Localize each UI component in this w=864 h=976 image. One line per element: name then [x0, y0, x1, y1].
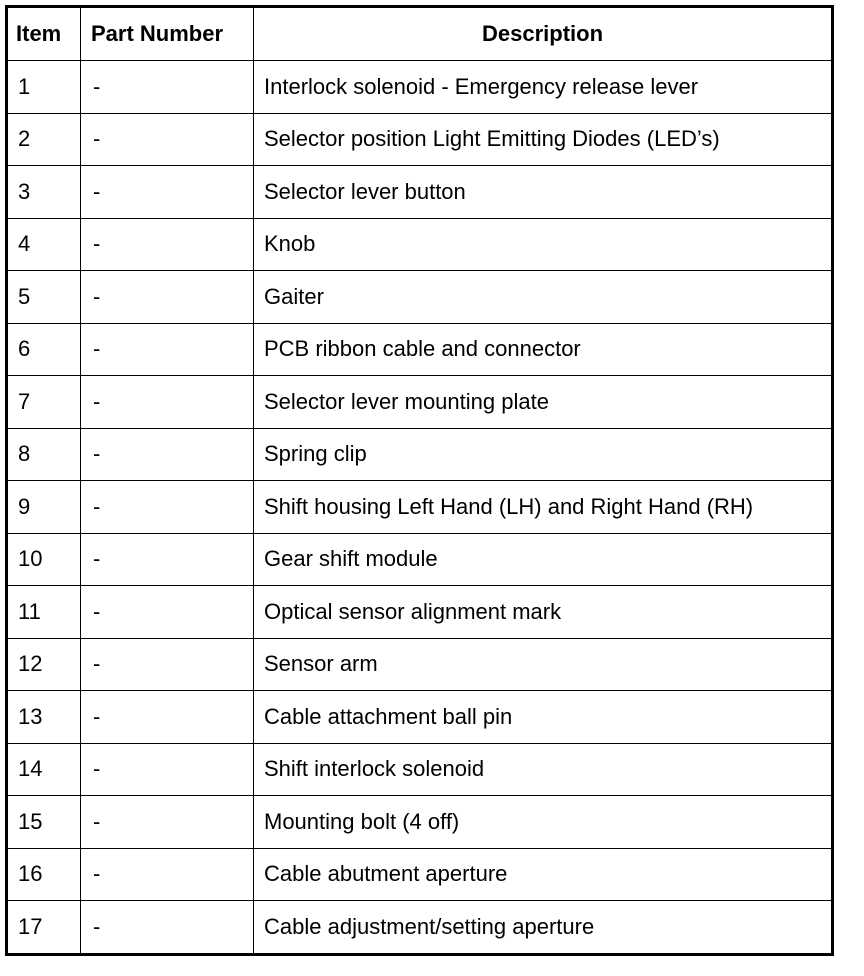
- table-row: [7, 271, 833, 324]
- table-row: [7, 376, 833, 429]
- table-row: [7, 113, 833, 166]
- part-number-cell: -: [81, 691, 254, 744]
- item-number-cell: 9: [7, 481, 81, 534]
- description-cell: Shift interlock solenoid: [254, 743, 833, 796]
- description-cell: Mounting bolt (4 off): [254, 796, 833, 849]
- description-cell: Interlock solenoid - Emergency release lever: [254, 61, 833, 114]
- table-row: [7, 848, 833, 901]
- description-cell: Knob: [254, 218, 833, 271]
- part-number-cell: -: [81, 638, 254, 691]
- item-number-cell: 2: [7, 113, 81, 166]
- part-number-cell: -: [81, 481, 254, 534]
- table-row: [7, 691, 833, 744]
- item-number-cell: 6: [7, 323, 81, 376]
- column-header-item: Item: [7, 7, 81, 61]
- table-body: [7, 61, 833, 955]
- item-number-cell: 14: [7, 743, 81, 796]
- description-cell: Gaiter: [254, 271, 833, 324]
- item-number-cell: 3: [7, 166, 81, 219]
- description-cell: Cable abutment aperture: [254, 848, 833, 901]
- item-number-cell: 16: [7, 848, 81, 901]
- part-number-cell: -: [81, 113, 254, 166]
- table-row: [7, 796, 833, 849]
- table-row: [7, 638, 833, 691]
- table-row: [7, 901, 833, 955]
- item-number-cell: 11: [7, 586, 81, 639]
- part-number-cell: -: [81, 428, 254, 481]
- description-cell: Shift housing Left Hand (LH) and Right Hand (RH): [254, 481, 833, 534]
- description-cell: Selector position Light Emitting Diodes (LED’s): [254, 113, 833, 166]
- item-number-cell: 10: [7, 533, 81, 586]
- part-number-cell: -: [81, 218, 254, 271]
- table-row: [7, 533, 833, 586]
- item-number-cell: 15: [7, 796, 81, 849]
- column-header-description: Description: [254, 7, 833, 61]
- description-cell: Spring clip: [254, 428, 833, 481]
- description-cell: Cable attachment ball pin: [254, 691, 833, 744]
- description-cell: Gear shift module: [254, 533, 833, 586]
- table-row: [7, 218, 833, 271]
- table-row: [7, 481, 833, 534]
- table-row: [7, 323, 833, 376]
- item-number-cell: 8: [7, 428, 81, 481]
- part-number-cell: -: [81, 586, 254, 639]
- part-number-cell: -: [81, 533, 254, 586]
- part-number-cell: -: [81, 848, 254, 901]
- table-header-row: [7, 7, 833, 61]
- part-number-cell: -: [81, 743, 254, 796]
- item-number-cell: 1: [7, 61, 81, 114]
- table-row: [7, 743, 833, 796]
- part-number-cell: -: [81, 376, 254, 429]
- column-header-part-number: Part Number: [81, 7, 254, 61]
- item-number-cell: 7: [7, 376, 81, 429]
- item-number-cell: 13: [7, 691, 81, 744]
- description-cell: Optical sensor alignment mark: [254, 586, 833, 639]
- table-row: [7, 428, 833, 481]
- table-row: [7, 61, 833, 114]
- part-number-cell: -: [81, 166, 254, 219]
- parts-table: [5, 5, 834, 956]
- description-cell: Cable adjustment/setting aperture: [254, 901, 833, 955]
- description-cell: Sensor arm: [254, 638, 833, 691]
- description-cell: Selector lever button: [254, 166, 833, 219]
- table-row: [7, 586, 833, 639]
- item-number-cell: 12: [7, 638, 81, 691]
- item-number-cell: 17: [7, 901, 81, 955]
- part-number-cell: -: [81, 323, 254, 376]
- description-cell: PCB ribbon cable and connector: [254, 323, 833, 376]
- item-number-cell: 4: [7, 218, 81, 271]
- item-number-cell: 5: [7, 271, 81, 324]
- part-number-cell: -: [81, 61, 254, 114]
- part-number-cell: -: [81, 901, 254, 955]
- part-number-cell: -: [81, 271, 254, 324]
- part-number-cell: -: [81, 796, 254, 849]
- table-row: [7, 166, 833, 219]
- description-cell: Selector lever mounting plate: [254, 376, 833, 429]
